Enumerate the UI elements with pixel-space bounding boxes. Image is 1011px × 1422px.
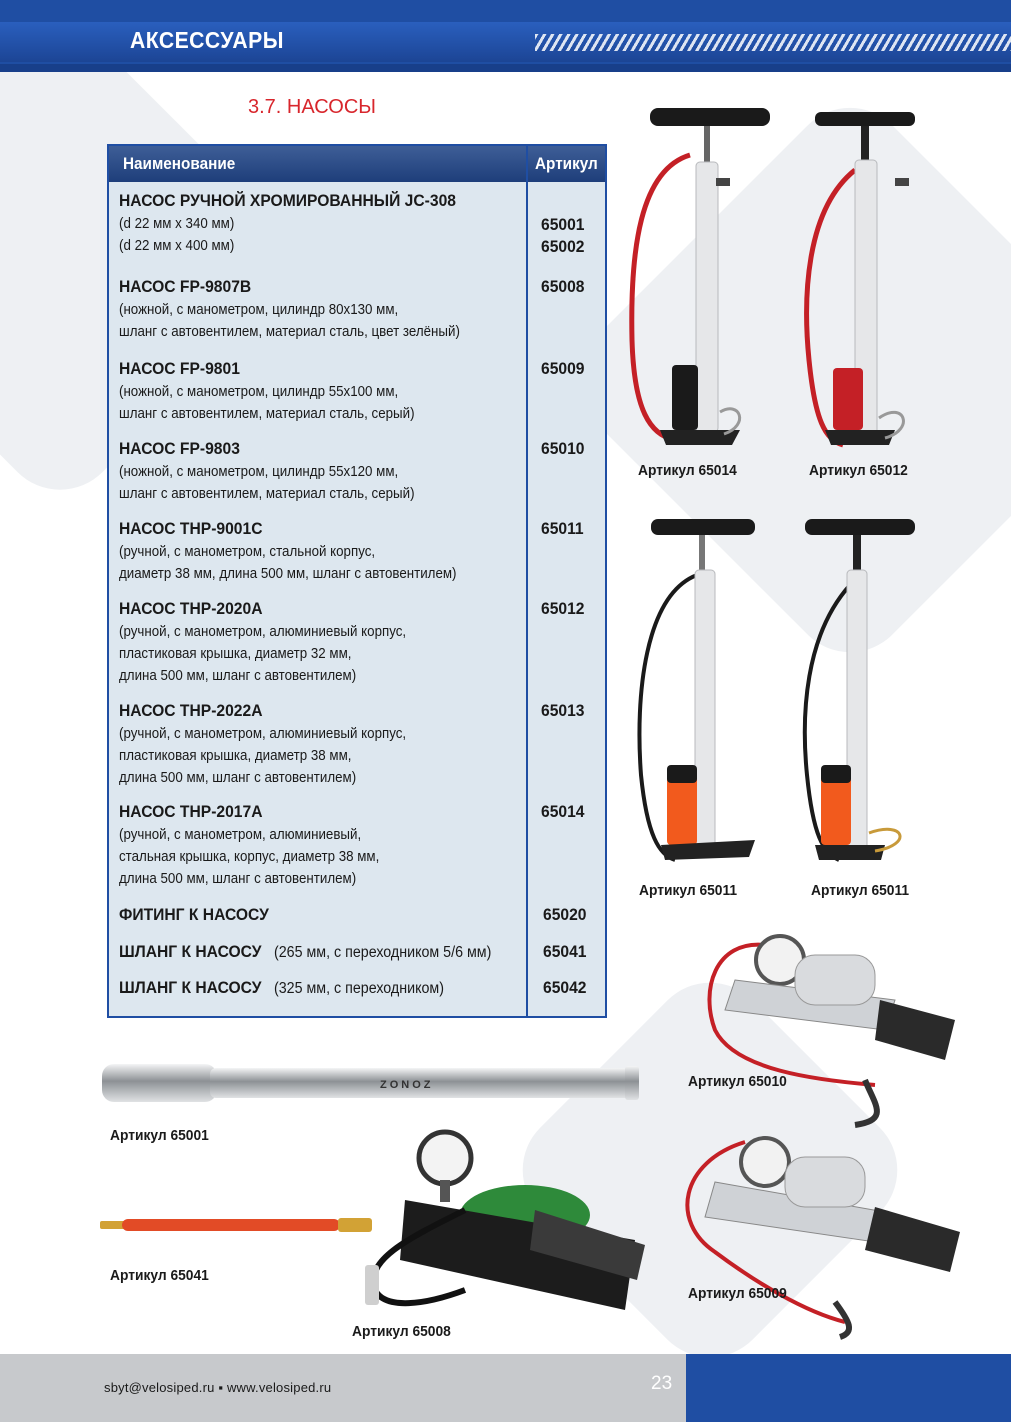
article-number: 65013	[541, 701, 585, 720]
product-title: НАСОС FP-9803	[119, 439, 240, 458]
caption-65014: Артикул 65014	[638, 462, 737, 479]
row-name-cell	[119, 941, 524, 964]
row-article-cell	[543, 904, 603, 926]
product-spec-line: шланг с автовентилем, материал сталь, серый)	[119, 406, 415, 422]
footer-accent	[686, 1354, 1011, 1422]
article-number: 65042	[543, 978, 587, 997]
header-underline	[0, 64, 1011, 72]
row-article-cell	[541, 276, 601, 298]
caption-65008: Артикул 65008	[352, 1323, 451, 1340]
product-title: НАСОС THP-2017A	[119, 802, 263, 821]
product-inline-spec: (325 мм, с переходником)	[273, 980, 444, 997]
article-number: 65014	[541, 802, 585, 821]
product-title: ШЛАНГ К НАСОСУ	[119, 978, 262, 997]
row-name-cell	[119, 598, 524, 687]
caption-65010: Артикул 65010	[688, 1073, 787, 1090]
article-number: 65011	[541, 519, 584, 538]
product-spec-line: (ножной, с манометром, цилиндр 80х130 мм,	[119, 302, 399, 318]
header-stripes	[535, 34, 1011, 51]
floor-pump-65011-black-image	[795, 515, 960, 870]
product-spec-line: (d 22 мм х 400 мм)	[119, 238, 235, 254]
page-header	[0, 0, 1011, 72]
product-spec-line: диаметр 38 мм, длина 500 мм, шланг с автовентилем)	[119, 566, 457, 582]
caption-65001: Артикул 65001	[110, 1127, 209, 1144]
product-spec-line: шланг с автовентилем, материал сталь, цвет зелёный)	[119, 324, 460, 340]
row-article-cell	[541, 518, 601, 540]
product-spec-line: (ручной, с манометром, алюминиевый корпус,	[119, 624, 407, 640]
table-header	[109, 146, 605, 182]
product-spec-line: длина 500 мм, шланг с автовентилем)	[119, 871, 357, 887]
product-spec-line: шланг с автовентилем, материал сталь, серый)	[119, 486, 415, 502]
product-spec-line: длина 500 мм, шланг с автовентилем)	[119, 668, 357, 684]
article-number: 65001	[541, 215, 585, 234]
row-name-cell	[119, 700, 524, 789]
section-title: 3.7. НАСОСЫ	[248, 96, 376, 118]
product-title: НАСОС THP-2020A	[119, 599, 263, 618]
row-article-cell	[541, 438, 601, 460]
article-number: 65008	[541, 277, 585, 296]
header-title: АКСЕССУАРЫ	[130, 27, 284, 53]
row-name-cell	[119, 801, 524, 890]
page-number: 23	[651, 1373, 673, 1394]
row-name-cell	[119, 358, 524, 425]
product-title: НАСОС THP-9001C	[119, 519, 263, 538]
product-spec-line: (ножной, с манометром, цилиндр 55х120 мм,	[119, 464, 399, 480]
row-article-cell	[541, 192, 601, 258]
article-number: 65002	[541, 237, 585, 256]
article-number: 65020	[543, 905, 587, 924]
floor-pump-65012-image	[795, 100, 965, 455]
product-spec-line: стальная крышка, корпус, диаметр 38 мм,	[119, 849, 380, 865]
hose-65041-image	[100, 1214, 380, 1236]
product-title: НАСОС THP-2022A	[119, 701, 263, 720]
foot-pump-65010-image	[695, 930, 970, 1130]
floor-pump-65014-image	[620, 100, 790, 455]
product-spec-line: (d 22 мм х 340 мм)	[119, 216, 235, 232]
caption-65041: Артикул 65041	[110, 1267, 209, 1284]
product-title: ФИТИНГ К НАСОСУ	[119, 905, 269, 924]
product-spec-line: пластиковая крышка, диаметр 38 мм,	[119, 748, 352, 764]
caption-65011-left: Артикул 65011	[639, 882, 738, 899]
product-title: НАСОС FP-9807B	[119, 277, 252, 296]
product-spec-line: (ручной, с манометром, стальной корпус,	[119, 544, 376, 560]
zonoz-logo: ZONOZ	[380, 1079, 434, 1091]
row-name-cell	[119, 190, 524, 257]
foot-pump-65008-image	[345, 1120, 675, 1320]
footer-bar	[0, 1354, 686, 1422]
article-number: 65009	[541, 359, 585, 378]
article-number: 65010	[541, 439, 585, 458]
product-spec-line: (ручной, с манометром, алюминиевый,	[119, 827, 362, 843]
row-article-cell	[543, 977, 603, 999]
article-number: 65041	[543, 942, 587, 961]
row-name-cell	[119, 276, 524, 343]
product-title: НАСОС FP-9801	[119, 359, 240, 378]
row-article-cell	[541, 700, 601, 722]
row-article-cell	[543, 941, 603, 963]
column-header-article: Артикул	[535, 154, 598, 173]
caption-65012: Артикул 65012	[809, 462, 908, 479]
product-spec-line: (ножной, с манометром, цилиндр 55х100 мм,	[119, 384, 399, 400]
product-title: НАСОС РУЧНОЙ ХРОМИРОВАННЫЙ JC-308	[119, 191, 456, 210]
row-name-cell	[119, 518, 524, 585]
column-header-name: Наименование	[123, 154, 236, 173]
product-spec-line: пластиковая крышка, диаметр 32 мм,	[119, 646, 352, 662]
foot-pump-65009-image	[675, 1122, 965, 1342]
product-spec-line: (ручной, с манометром, алюминиевый корпус,	[119, 726, 407, 742]
hand-pump-65001-image	[100, 1058, 645, 1108]
row-name-cell	[119, 438, 524, 505]
product-inline-spec: (265 мм, с переходником 5/6 мм)	[273, 944, 492, 961]
article-number	[541, 192, 596, 214]
row-article-cell	[541, 801, 601, 823]
caption-65011-right: Артикул 65011	[811, 882, 910, 899]
row-name-cell	[119, 977, 524, 1000]
floor-pump-65011-orange-image	[625, 515, 790, 870]
pump-table	[107, 144, 607, 1018]
column-divider	[526, 146, 528, 1016]
footer-contacts: sbyt@velosiped.ru ▪ www.velosiped.ru	[104, 1380, 332, 1395]
row-article-cell	[541, 358, 601, 380]
row-article-cell	[541, 598, 601, 620]
article-number: 65012	[541, 599, 585, 618]
row-name-cell	[119, 904, 524, 927]
product-title: ШЛАНГ К НАСОСУ	[119, 942, 262, 961]
caption-65009: Артикул 65009	[688, 1285, 787, 1302]
product-spec-line: длина 500 мм, шланг с автовентилем)	[119, 770, 357, 786]
